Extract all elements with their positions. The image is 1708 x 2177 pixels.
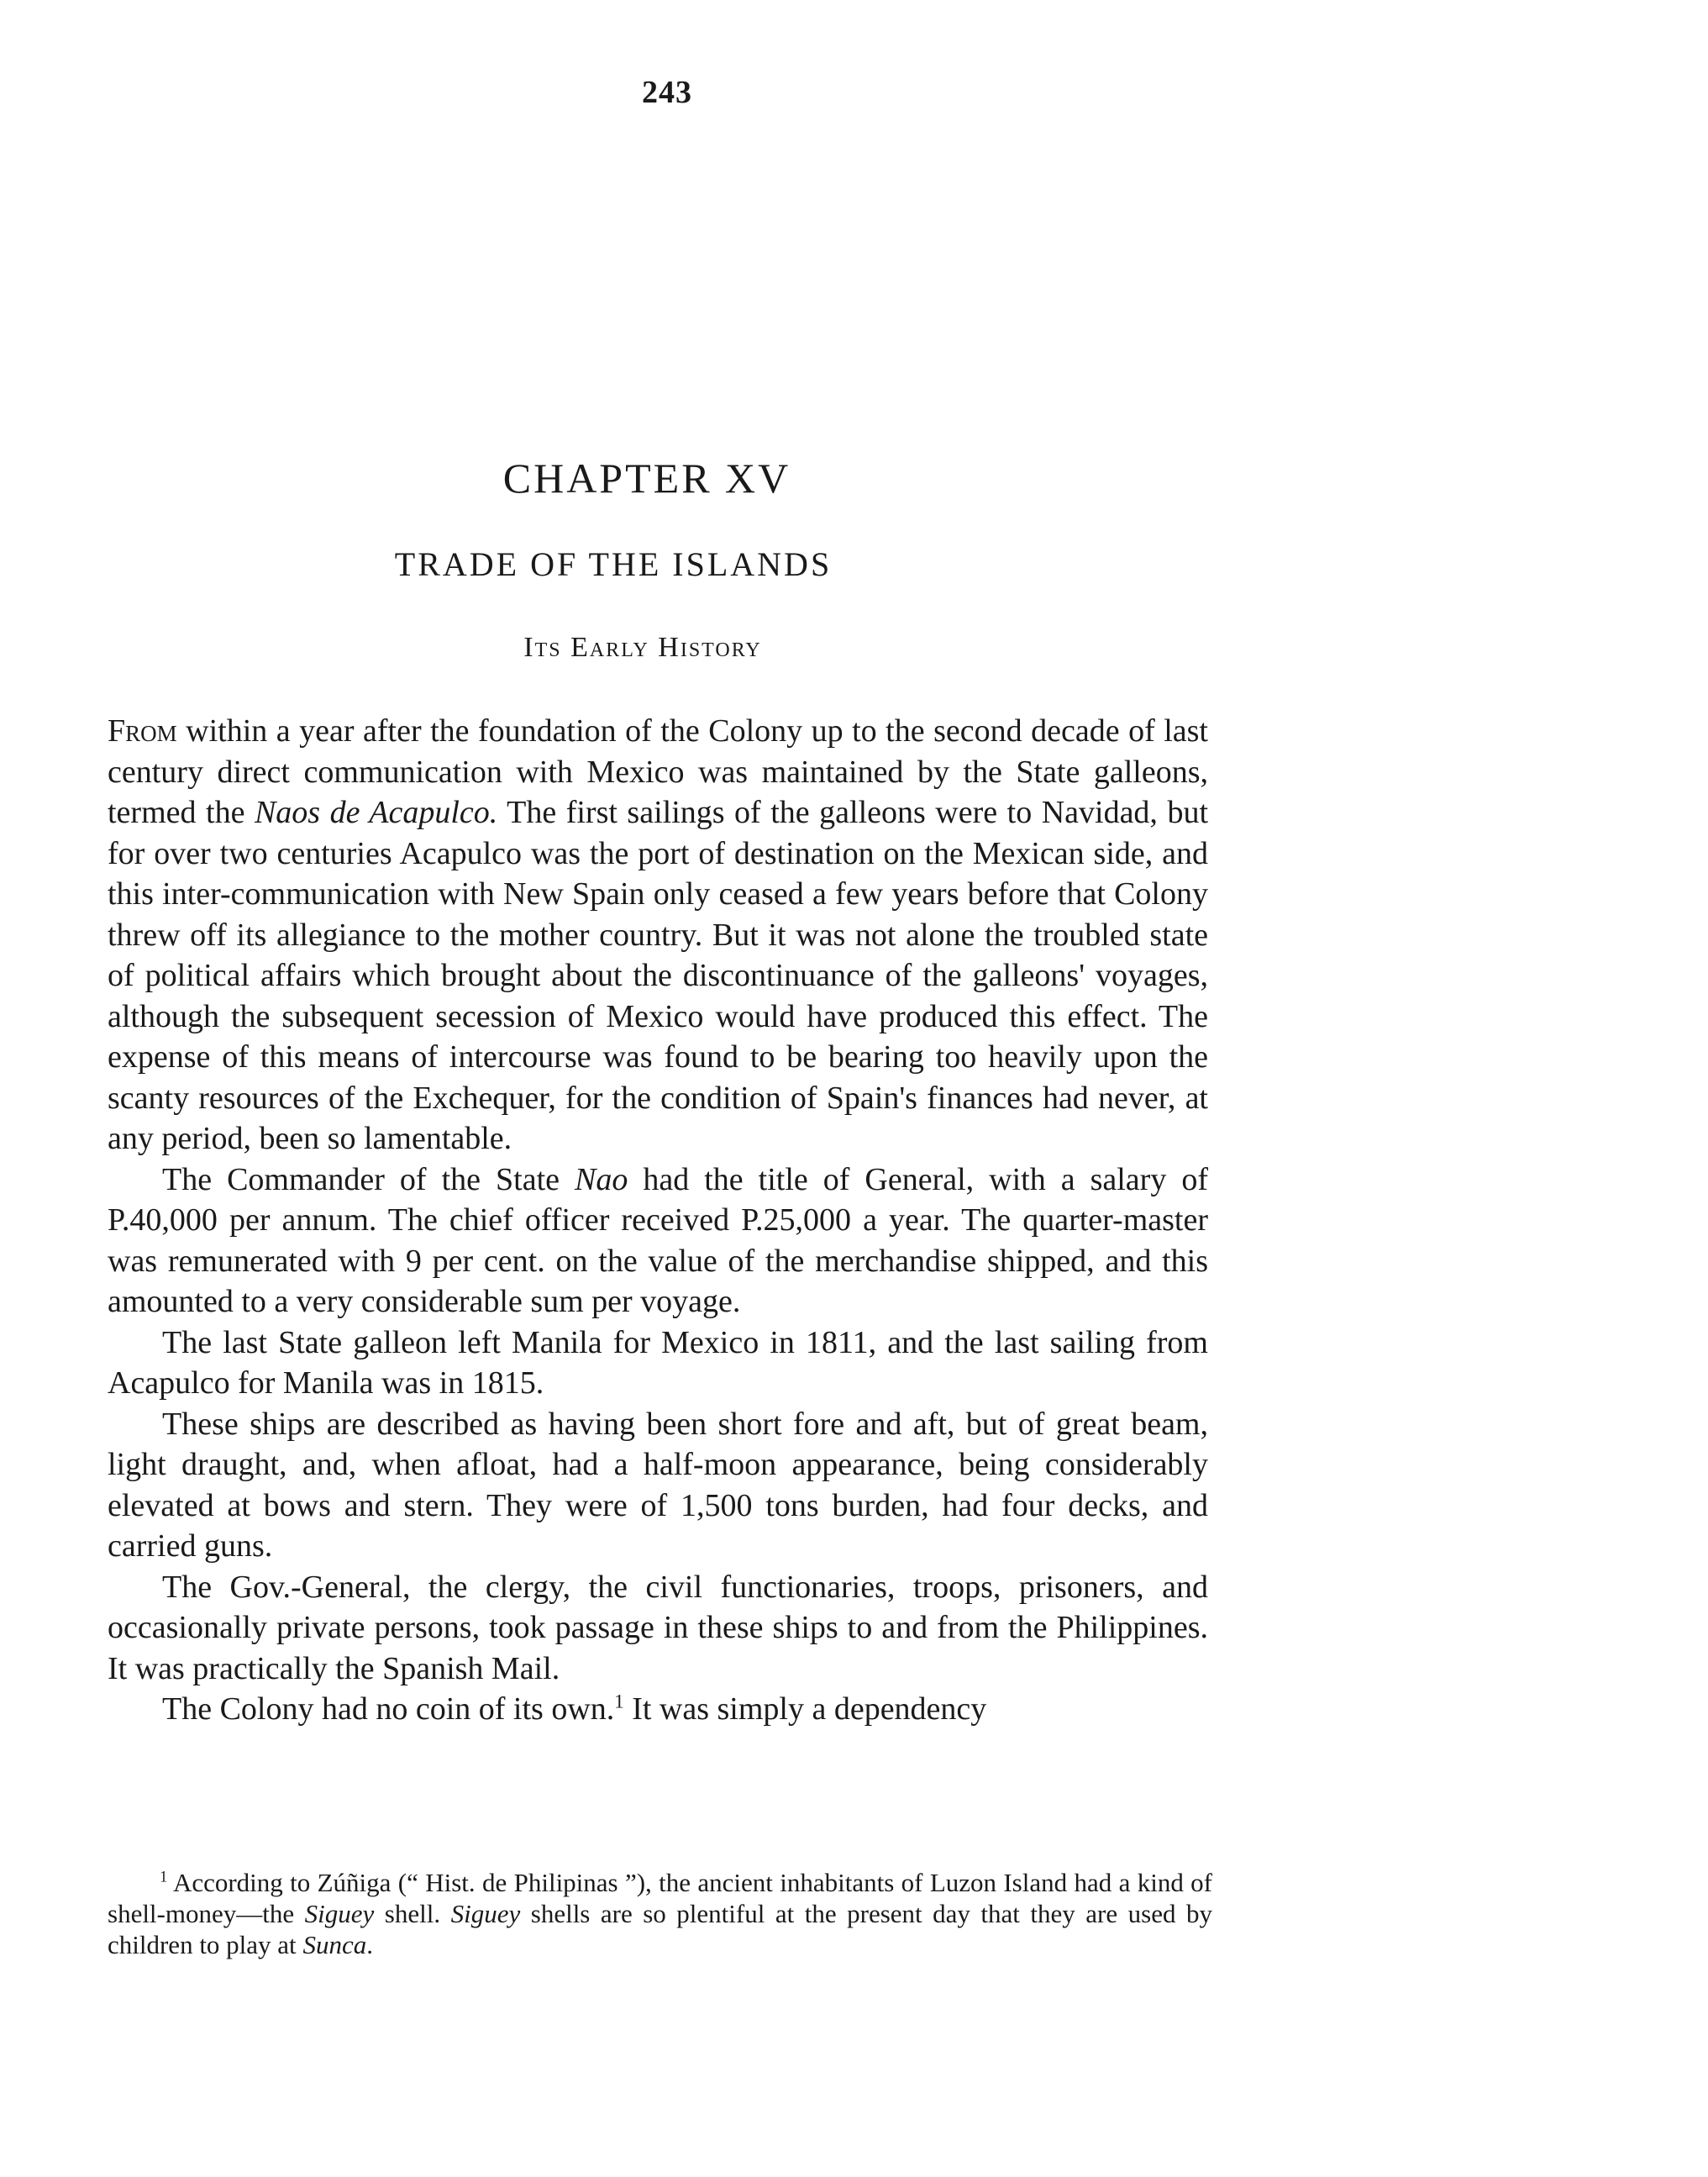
chapter-title: CHAPTER XV (502, 455, 791, 502)
paragraph-text: The last State galleon left Manila for Mexico in 1811, and the last sailing from Acapulco for Manila was in 1815. (108, 1324, 1208, 1401)
footnote-text: shell. (374, 1899, 451, 1928)
paragraph (108, 1159, 1208, 1323)
footnote-reference[interactable]: 1 (614, 1691, 624, 1712)
paragraph-rest: It was simply a dependency (623, 1691, 987, 1727)
paragraph-text: within a year after the foundation of the Colony up to the second decade of last century direct communication with Mexico was maintained by the State galleons, termed the (108, 713, 1208, 830)
footnote (108, 1867, 1212, 1960)
paragraph-text: The Colony had no coin of its own. (162, 1691, 615, 1727)
paragraph-lead: From (108, 713, 177, 749)
paragraph-text: The Gov.-General, the clergy, the civil functionaries, troops, prisoners, and occasionally private persons, took passage in these ships to and from the Philippines. It was practically the Spanish Mail. (108, 1569, 1208, 1686)
footnote-text: shells are so plentiful at the present day that they are used by children to play at (108, 1899, 1212, 1959)
footnote-italic: Siguey (304, 1899, 375, 1928)
paragraph-italic: Naos de Acapulco. (254, 795, 498, 830)
body-text (108, 711, 1208, 1730)
paragraph (108, 1323, 1208, 1404)
footnote-italic: Siguey (450, 1899, 521, 1928)
paragraph (108, 711, 1208, 1159)
paragraph-italic: Nao (575, 1161, 628, 1197)
footnote-italic: Sunca (302, 1930, 367, 1959)
footnote-text: . (366, 1930, 373, 1959)
section-heading: Its Early History (523, 632, 762, 663)
page-number: 243 (642, 75, 692, 110)
paragraph-text: The Commander of the State (162, 1161, 575, 1197)
footnote-text: According to Zúñiga (“ Hist. de Philipinas ”), the ancient inhabitants of Luzon Island had a kind of shell-money—the (108, 1868, 1212, 1928)
paragraph-rest: had the title of General, with a salary of P.40,000 per annum. The chief officer received P.25,000 a year. The quarter-master was remunerated with 9 per cent. on the value of the merchandise shipped, and this amounted to a very considerable sum per voyage. (108, 1161, 1208, 1319)
chapter-subtitle: TRADE OF THE ISLANDS (394, 545, 833, 583)
paragraph (108, 1689, 1208, 1730)
paragraph (108, 1567, 1208, 1690)
paragraph-text: These ships are described as having been short fore and aft, but of great beam, light draught, and, when afloat, had a half-moon appearance, being considerably elevated at bows and stern. They were of 1,500 tons burden, had four decks, and carried guns. (108, 1406, 1208, 1564)
paragraph-rest: The first sailings of the galleons were to Navidad, but for over two centuries Acapulco was the port of destination on the Mexican side, and this inter-communication with New Spain only ceased a few years before that Colony threw off its allegiance to the mother country. But it was not alone the troubled state of political affairs which brought about the discontinuance of the galleons' voyages, although the subsequent secession of Mexico would have produced this effect. The expense of this means of intercourse was found to be bearing too heavily upon the scanty resources of the Exchequer, for the condition of Spain's finances had never, at any period, been so lamentable. (108, 795, 1208, 1156)
footnote-marker: 1 (160, 1868, 168, 1886)
paragraph (108, 1404, 1208, 1567)
